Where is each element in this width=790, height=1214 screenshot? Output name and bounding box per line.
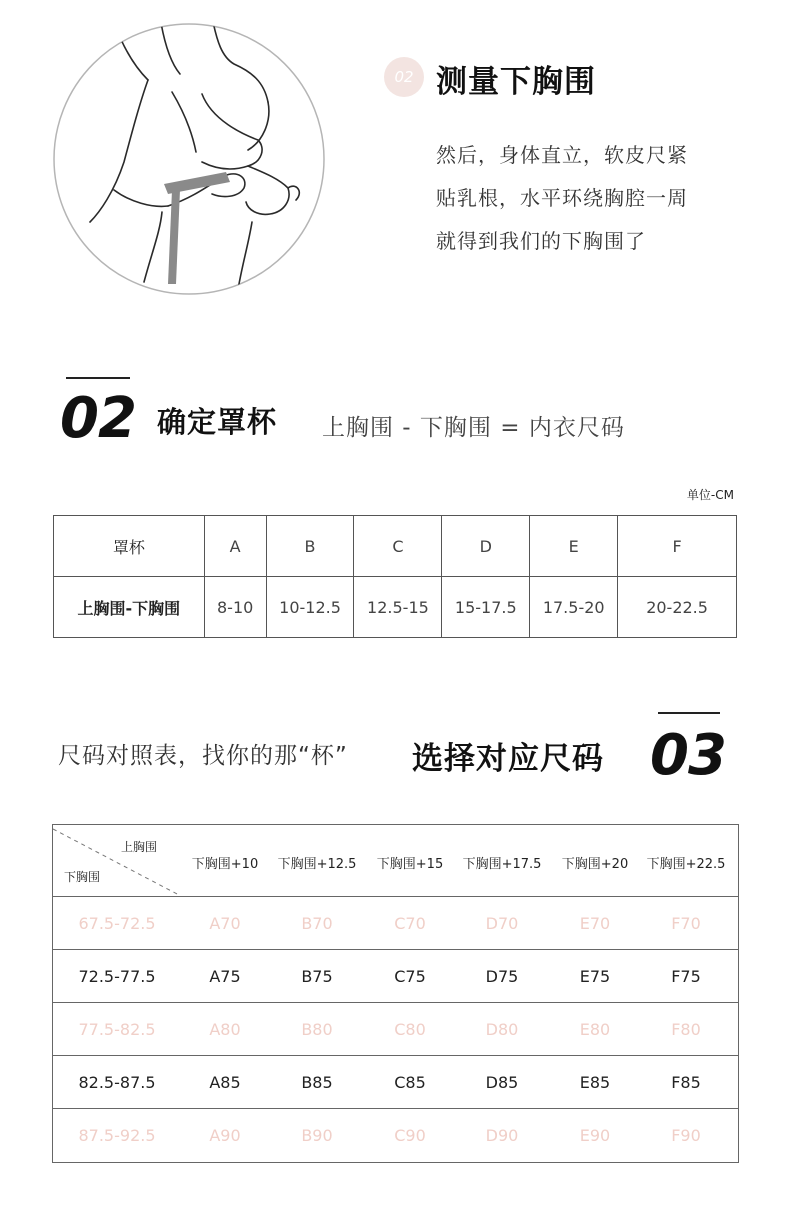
cup-letter: C: [354, 516, 442, 577]
cup-range: 15-17.5: [442, 577, 530, 638]
cup-letter: A: [204, 516, 266, 577]
underbust-range: 67.5-72.5: [78, 914, 156, 933]
size-cell: D75: [485, 967, 519, 986]
cup-range-label: 上胸围-下胸围: [54, 577, 205, 638]
size-cell: E80: [579, 1020, 611, 1039]
cup-letter: F: [618, 516, 737, 577]
size-cell: B70: [301, 914, 333, 933]
cup-table-header-row: [54, 516, 737, 577]
column-header: 下胸围+17.5: [462, 857, 542, 872]
section-divider: [66, 377, 130, 379]
size-cell: C80: [394, 1020, 426, 1039]
size-cell: A85: [209, 1073, 241, 1092]
measuring-illustration: [52, 22, 326, 296]
cup-letter: E: [530, 516, 618, 577]
size-cell: A80: [209, 1020, 241, 1039]
size-cell: D70: [485, 914, 519, 933]
step-description-line: 就得到我们的下胸围了: [436, 229, 646, 253]
step-description-line: 贴乳根，水平环绕胸腔一周: [436, 186, 688, 210]
cup-range: 12.5-15: [354, 577, 442, 638]
underbust-range: 82.5-87.5: [78, 1073, 156, 1092]
column-header: 下胸围+12.5: [277, 857, 357, 872]
corner-bottom-label: 下胸围: [64, 870, 101, 884]
corner-top-label: 上胸围: [121, 840, 158, 854]
size-cell: E75: [579, 967, 611, 986]
step-number-badge: 02: [384, 57, 424, 97]
cup-letter: B: [266, 516, 354, 577]
size-cell: B90: [301, 1126, 333, 1145]
underbust-range: 72.5-77.5: [78, 967, 156, 986]
size-cell: F75: [671, 967, 701, 986]
cup-letter: D: [442, 516, 530, 577]
cup-header-label: 罩杯: [54, 516, 205, 577]
size-chart: [52, 824, 739, 1163]
section-title: 选择对应尺码: [412, 741, 604, 777]
step-description: [436, 134, 756, 263]
column-header: 下胸围+22.5: [646, 857, 726, 872]
size-cell: F90: [671, 1126, 701, 1145]
cup-range: 8-10: [204, 577, 266, 638]
step-title: 测量下胸围: [436, 64, 596, 100]
section-divider: [658, 712, 720, 714]
underbust-range: 87.5-92.5: [78, 1126, 156, 1145]
size-row: [53, 1109, 738, 1162]
step-description-line: 然后，身体直立，软皮尺紧: [436, 143, 688, 167]
size-chart-corner: [53, 825, 181, 897]
size-row: [53, 1056, 738, 1109]
column-header: 下胸围+10: [191, 857, 259, 872]
size-cell: C85: [394, 1073, 426, 1092]
cup-formula: 上胸围 - 下胸围 = 内衣尺码: [322, 415, 625, 441]
size-cell: F80: [671, 1020, 701, 1039]
size-cell: A70: [209, 914, 241, 933]
size-cell: E90: [579, 1126, 611, 1145]
size-cell: C75: [394, 967, 426, 986]
column-header: 下胸围+15: [376, 857, 444, 872]
size-cell: F70: [671, 914, 701, 933]
size-cell: D90: [485, 1126, 519, 1145]
size-cell: A75: [209, 967, 241, 986]
section-subtitle: 尺码对照表，找你的那“杯”: [58, 743, 348, 769]
size-row: [53, 1003, 738, 1056]
size-cell: A90: [209, 1126, 241, 1145]
cup-range: 10-12.5: [266, 577, 354, 638]
size-cell: C90: [394, 1126, 426, 1145]
section-number: 02: [60, 386, 136, 451]
size-chart-header: [53, 825, 738, 897]
size-cell: C70: [394, 914, 426, 933]
size-cell: B85: [301, 1073, 333, 1092]
size-cell: B75: [301, 967, 333, 986]
cup-range: 17.5-20: [530, 577, 618, 638]
size-cell: E70: [579, 914, 611, 933]
underbust-range: 77.5-82.5: [78, 1020, 156, 1039]
cup-table-range-row: [54, 577, 737, 638]
section-number: 03: [650, 723, 726, 788]
column-header: 下胸围+20: [561, 857, 629, 872]
section-title: 确定罩杯: [157, 405, 278, 439]
size-cell: D85: [485, 1073, 519, 1092]
unit-label: 单位-CM: [686, 488, 734, 502]
cup-range: 20-22.5: [618, 577, 737, 638]
size-row: [53, 950, 738, 1003]
size-cell: D80: [485, 1020, 519, 1039]
size-cell: F85: [671, 1073, 701, 1092]
size-cell: B80: [301, 1020, 333, 1039]
size-cell: E85: [579, 1073, 611, 1092]
size-row: [53, 897, 738, 950]
cup-table: [53, 515, 737, 638]
